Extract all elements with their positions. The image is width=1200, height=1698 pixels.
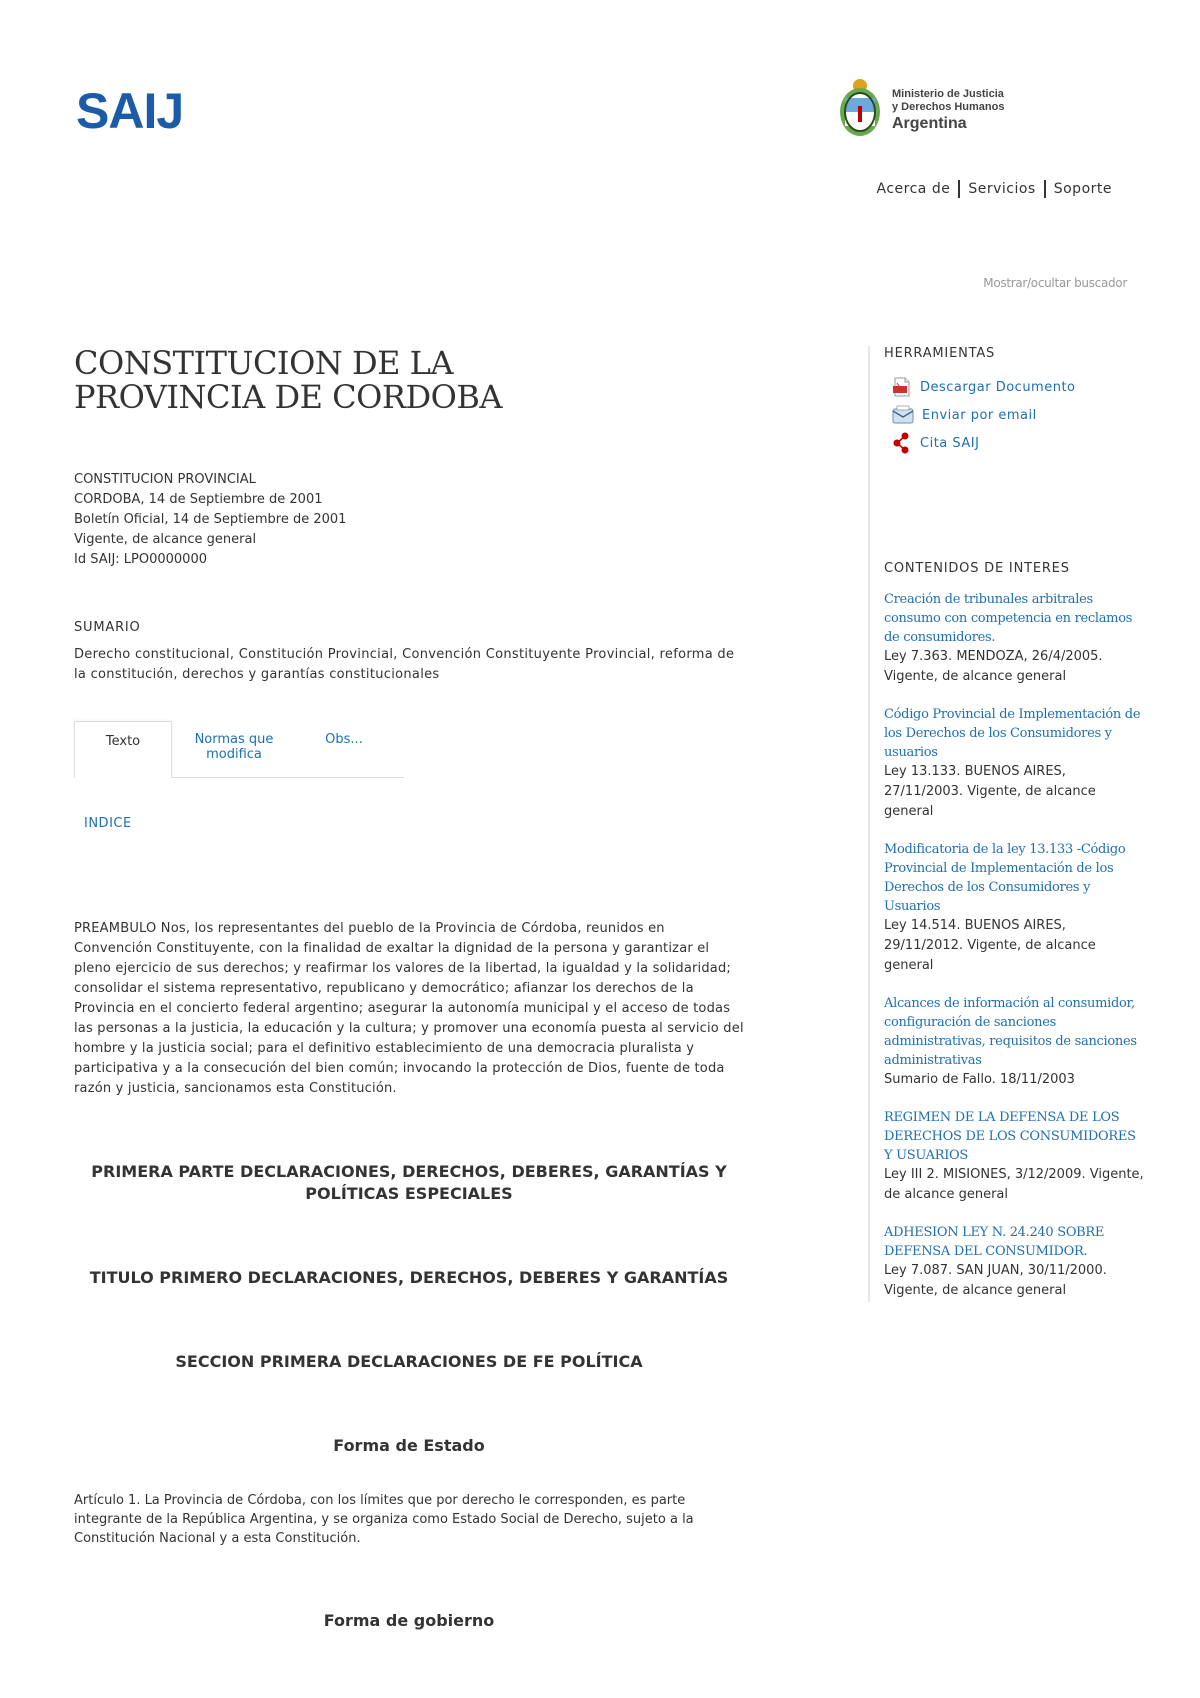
tools-list: [884, 373, 1146, 457]
nav-servicios[interactable]: Servicios: [968, 181, 1036, 197]
title-line-2: PROVINCIA DE CORDOBA: [74, 378, 502, 416]
saij-logo[interactable]: SAIJ: [76, 83, 184, 139]
ministry-country: Argentina: [892, 115, 967, 132]
contenido-desc: Ley III 2. MISIONES, 3/12/2009. Vigente, de alcance general: [884, 1167, 1144, 1202]
heading-forma-de-gobierno: Forma de gobierno: [323, 1611, 495, 1630]
contenido-link[interactable]: Modificatoria de la ley 13.133 -Código Provincial de Implementación de los Derechos de los Consumidores y Usuarios: [884, 842, 1126, 914]
sumario-text: Derecho constitucional, Constitución Provincial, Convención Constituyente Provincial, reforma de la constitución, derechos y garantías constitucionales: [74, 647, 735, 682]
top-nav: [877, 180, 1112, 198]
cita-saij-label: Cita SAIJ: [920, 435, 980, 451]
contenido-desc: Ley 7.363. MENDOZA, 26/4/2005. Vigente, de alcance general: [884, 649, 1103, 684]
heading-primera-parte: PRIMERA PARTE DECLARACIONES, DERECHOS, DEBERES, GARANTÍAS Y POLÍTICAS ESPECIALES: [91, 1162, 727, 1203]
title-line-1: CONSTITUCION DE LA: [74, 344, 454, 382]
contenido-desc: Ley 13.133. BUENOS AIRES, 27/11/2003. Vigente, de alcance general: [884, 764, 1096, 819]
tab-texto[interactable]: [74, 721, 172, 778]
nav-separator: [958, 180, 960, 198]
contenido-link[interactable]: Creación de tribunales arbitrales consumo con competencia en reclamos de consumidores.: [884, 592, 1133, 645]
nav-acerca-de[interactable]: Acerca de: [876, 181, 951, 197]
argentina-seal-icon: [836, 76, 884, 142]
list-item: [884, 840, 1146, 976]
contenido-link[interactable]: Alcances de información al consumidor, configuración de sanciones administrativas, requisitos de sanciones administrativas: [884, 996, 1137, 1068]
heading-titulo-primero: TITULO PRIMERO DECLARACIONES, DERECHOS, DEBERES Y GARANTÍAS: [89, 1268, 729, 1287]
email-icon: [892, 405, 914, 425]
articulo-1: Artículo 1. La Provincia de Córdoba, con los límites que por derecho le corresponden, es parte integrante de la República Argentina, y se organiza como Estado Social de Derecho, sujeto a la Constitución Nacional y a esta Constitución.: [74, 1493, 694, 1546]
ministry-line-2: y Derechos Humanos: [892, 101, 1005, 113]
contenido-link[interactable]: ADHESION LEY N. 24.240 SOBRE DEFENSA DEL CONSUMIDOR.: [884, 1225, 1105, 1259]
sumario-heading: SUMARIO: [74, 620, 141, 635]
tab-obs-label: Obs...: [325, 732, 363, 747]
meta-date: CORDOBA, 14 de Septiembre de 2001: [74, 492, 323, 507]
enviar-por-email-link[interactable]: [892, 401, 1146, 429]
pdf-icon: [892, 377, 912, 397]
tab-normas-label-2: modifica: [206, 747, 262, 762]
contenido-desc: Sumario de Fallo. 18/11/2003: [884, 1072, 1075, 1087]
cita-saij-link[interactable]: [892, 429, 1146, 457]
document-content: [74, 346, 744, 1632]
heading-forma-de-estado: Forma de Estado: [333, 1436, 485, 1455]
meta-type: CONSTITUCION PROVINCIAL: [74, 472, 256, 487]
document-tabs: [74, 721, 404, 778]
indice-link[interactable]: INDICE: [84, 816, 132, 831]
toggle-search-link[interactable]: Mostrar/ocultar buscador: [983, 276, 1127, 290]
share-icon: [892, 432, 912, 454]
meta-id: Id SAIJ: LPO0000000: [74, 552, 207, 567]
preambulo-text: PREAMBULO Nos, los representantes del pueblo de la Provincia de Córdoba, reunidos en Convención Constituyente, con la finalidad de exaltar la dignidad de la persona y garantizar el pleno ejercicio de sus derechos; y reafirmar los valores de la libertad, la igualdad y la solidaridad; consolidar el sistema representativo, republicano y democrático; afianzar los derechos de la Provincia en el concierto federal argentino; asegurar la autonomía municipal y el acceso de todas las personas a la justicia, la educación y la cultura; y promover una economía puesta al servicio del hombre y la justicia social; para el definitivo establecimiento de una democracia pluralista y participativa y a la consecución del bien común; invocando la protección de Dios, fuente de toda razón y justicia, sancionamos esta Constitución.: [74, 921, 744, 1096]
contenido-link[interactable]: REGIMEN DE LA DEFENSA DE LOS DERECHOS DE LOS CONSUMIDORES Y USUARIOS: [884, 1110, 1136, 1163]
contenido-desc: Ley 14.514. BUENOS AIRES, 29/11/2012. Vigente, de alcance general: [884, 918, 1096, 973]
list-item: [884, 1108, 1146, 1205]
contenido-link[interactable]: Código Provincial de Implementación de los Derechos de los Consumidores y usuarios: [884, 707, 1141, 760]
list-item: [884, 994, 1146, 1090]
contenidos-list: [884, 590, 1146, 1301]
page-title: [74, 346, 744, 414]
contenido-desc: Ley 7.087. SAN JUAN, 30/11/2000. Vigente, de alcance general: [884, 1263, 1107, 1298]
contenidos-heading: CONTENIDOS DE INTERES: [884, 561, 1070, 576]
ministry-name: [892, 88, 1004, 114]
list-item: [884, 1223, 1146, 1301]
document-meta: [74, 470, 744, 570]
list-item: [884, 705, 1146, 822]
list-item: [884, 590, 1146, 687]
sidebar: [868, 346, 1150, 1302]
tab-obs[interactable]: [314, 721, 374, 776]
nav-separator: [1044, 180, 1046, 198]
enviar-por-email-label: Enviar por email: [922, 407, 1037, 423]
nav-soporte[interactable]: Soporte: [1053, 181, 1112, 197]
meta-boletin: Boletín Oficial, 14 de Septiembre de 2001: [74, 512, 347, 527]
tab-normas-que-modifica[interactable]: [184, 721, 284, 776]
tab-texto-label: Texto: [105, 734, 141, 749]
descargar-documento-label: Descargar Documento: [920, 379, 1076, 395]
tab-normas-label-1: Normas que: [194, 732, 274, 747]
ministry-logo[interactable]: [836, 76, 1036, 144]
ministry-line-1: Ministerio de Justicia: [892, 88, 1004, 100]
herramientas-heading: HERRAMIENTAS: [884, 346, 996, 361]
meta-status: Vigente, de alcance general: [74, 532, 257, 547]
heading-seccion-primera: SECCION PRIMERA DECLARACIONES DE FE POLÍTICA: [175, 1352, 643, 1371]
descargar-documento-link[interactable]: [892, 373, 1146, 401]
